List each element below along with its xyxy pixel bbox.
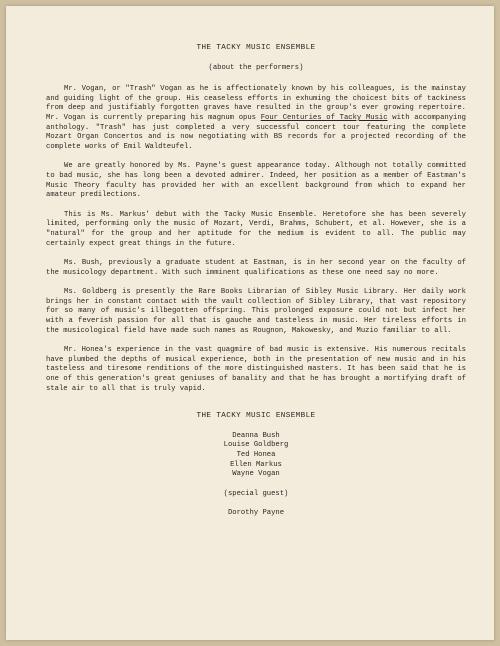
paper-page: [6, 6, 494, 640]
roster-title: THE TACKY MUSIC ENSEMBLE: [196, 412, 316, 421]
paragraph-vogan-part1: Mr. Vogan, or "Trash" Vogan as he is affectionately known by his colleagues, is the mainstay and guiding light of the group. His ceaseless efforts in exhuming the choicest bits of tackiness from deep and justifiably forgotten graves have resulted in the group's ever growing repertoire. Mr. Vogan is currently preparing his magnum opus: [46, 85, 466, 122]
paragraph-payne: We are greatly honored by Ms. Payne's guest appearance today. Although not totally committed to bad music, she has long been a devoted admirer. Indeed, her position as a member of Eastman's Music Theory faculty has provided her with an excellent background from which to expand her amateur predilections.: [46, 162, 466, 200]
member-name: Wayne Vogan: [232, 470, 280, 479]
member-name: Ted Honea: [236, 451, 276, 459]
paragraph-bush: Ms. Bush, previously a graduate student at Eastman, is in her second year on the faculty of the musicology department. With such imminent qualifications as these one need say no more.: [46, 259, 466, 277]
member-list: [46, 432, 466, 480]
document-title: THE TACKY MUSIC ENSEMBLE: [196, 44, 316, 52]
paragraph-markus: This is Ms. Markus' debut with the Tacky Music Ensemble. Heretofore she has been severely limited, performing only the music of Mozart, Verdi, Brahms, Schubert, et al. However, she is a "natural" for the group and her aptitude for the medium is evident to all. The public may certainly expect great things in the future.: [46, 210, 466, 248]
paragraph-vogan: [46, 85, 466, 152]
special-guest-name: Dorothy Payne: [227, 509, 285, 518]
document-body: [46, 44, 466, 519]
paragraph-honea: Mr. Honea's experience in the vast quagmire of bad music is extensive. His numerous recitals have plumbed the depths of musical experience, both in the presentation of new music and in his tasteless and tiresome renditions of the more distinguished masters. It has been said that he is one of this generation's great geniuses of banality and that he has brought a mortifying draft of stale air to all that is truly vapid.: [46, 346, 466, 393]
document-subtitle: (about the performers): [208, 63, 304, 72]
special-guest-label: (special guest): [223, 489, 289, 498]
member-name: Deanna Bush: [232, 431, 280, 440]
paragraph-vogan-part2: with accompanying anthology. "Trash" has just completed a very successful concert tour featuring the complete Mozart Organ Concertos and is now negotiating with BS records for a projected recording of the complete works of Emil Waldteufel.: [46, 113, 466, 151]
member-name: Ellen Markus: [230, 460, 282, 469]
member-name: Louise Goldberg: [223, 441, 289, 450]
work-title: Four Centuries of Tacky Music: [260, 113, 388, 122]
paragraph-goldberg: Ms. Goldberg is presently the Rare Books Librarian of Sibley Music Library. Her daily work brings her in constant contact with the vault collection of Sibley Library, that vast repository for so many of music's illbegotten offspring. This prolonged exposure could not but infect her with a feverish passion for all that is gauche and tasteless in music. Her tireless efforts in the musicological field have made such names as Rougnon, Makowesky, and Muzio familiar to all.: [46, 288, 466, 335]
